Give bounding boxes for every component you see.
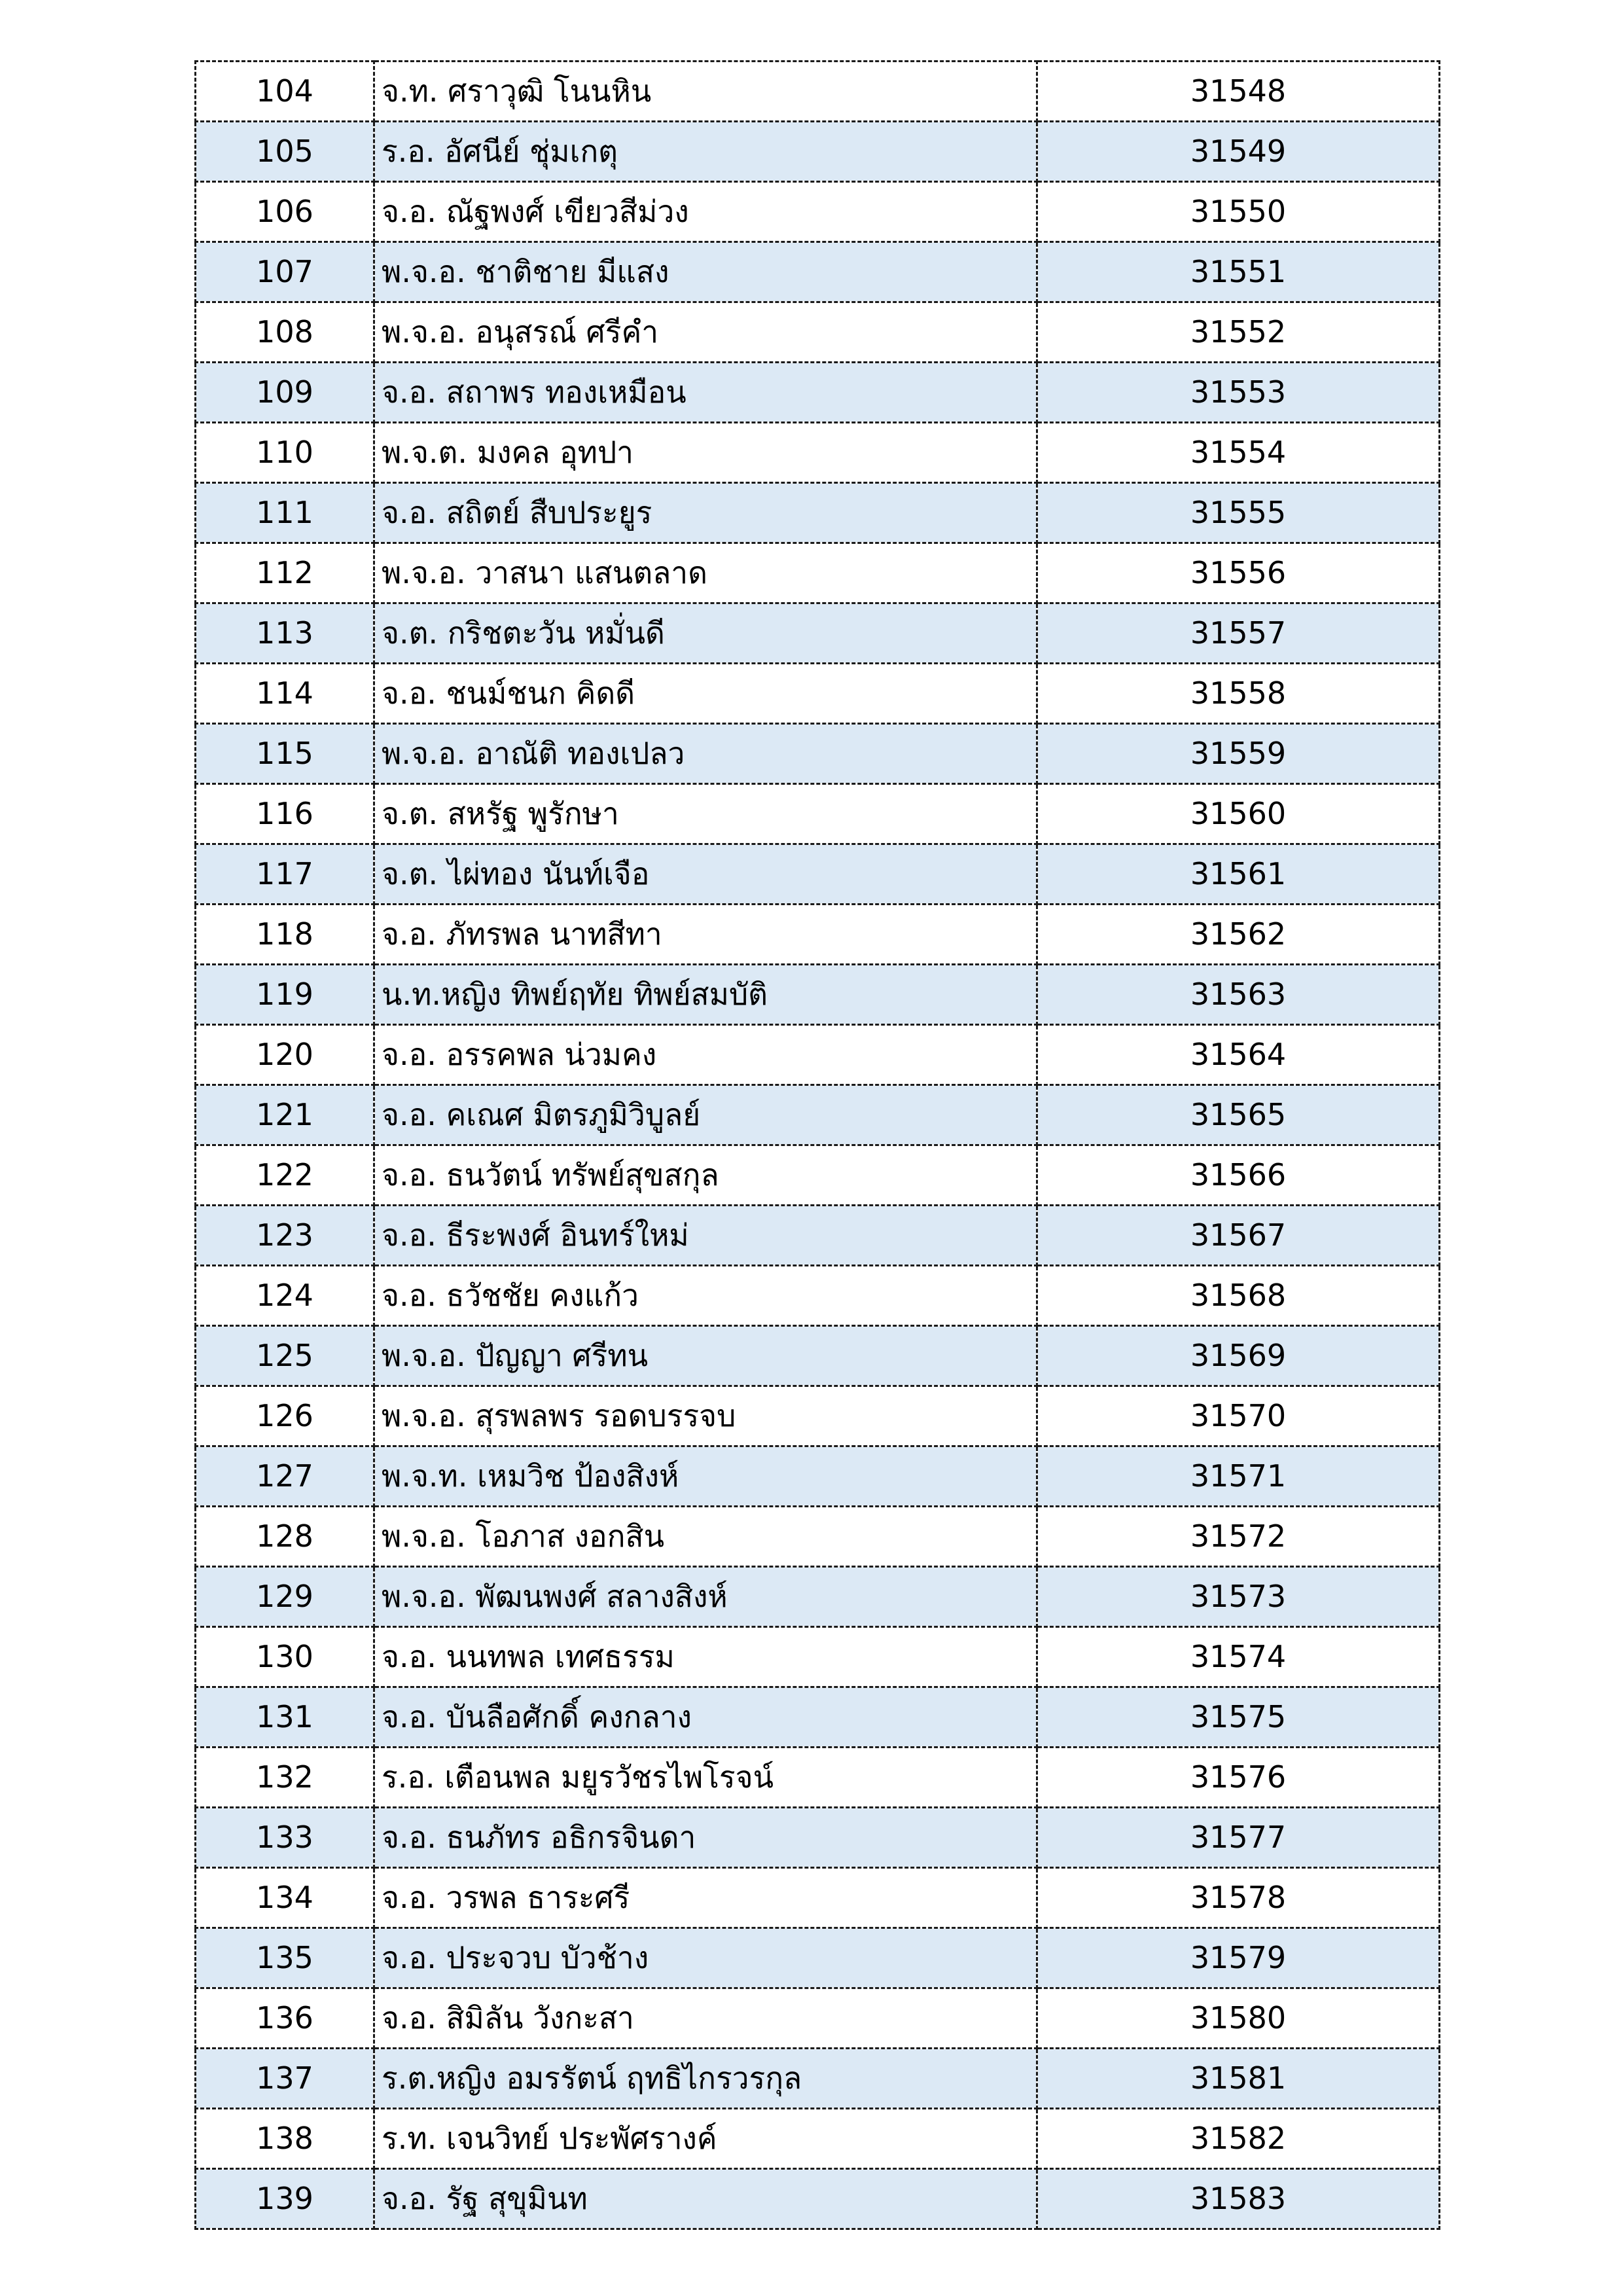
- row-number-cell: 107: [196, 242, 374, 302]
- rank-name-cell: ร.ท. เจนวิทย์ ประพัศรางค์: [374, 2109, 1037, 2169]
- id-number-cell: 31550: [1037, 182, 1440, 242]
- table-row: [196, 122, 1440, 182]
- table-row: [196, 2049, 1440, 2109]
- table-row: [196, 905, 1440, 965]
- row-number-cell: 110: [196, 423, 374, 483]
- rank-name-cell: จ.อ. ณัฐพงศ์ เขียวสีม่วง: [374, 182, 1037, 242]
- row-number-cell: 105: [196, 122, 374, 182]
- row-number-cell: 124: [196, 1266, 374, 1326]
- id-number-cell: 31552: [1037, 302, 1440, 363]
- rank-name-cell: จ.อ. สิมิลัน วังกะสา: [374, 1988, 1037, 2049]
- rank-name-cell: จ.อ. สถาพร ทองเหมือน: [374, 363, 1037, 423]
- table-row: [196, 1507, 1440, 1567]
- row-number-cell: 130: [196, 1627, 374, 1687]
- row-number-cell: 128: [196, 1507, 374, 1567]
- row-number-cell: 139: [196, 2169, 374, 2229]
- id-number-cell: 31581: [1037, 2049, 1440, 2109]
- row-number-cell: 120: [196, 1025, 374, 1085]
- id-number-cell: 31553: [1037, 363, 1440, 423]
- id-number-cell: 31565: [1037, 1085, 1440, 1145]
- id-number-cell: 31548: [1037, 62, 1440, 122]
- id-number-cell: 31567: [1037, 1206, 1440, 1266]
- roster-body: [196, 62, 1440, 2229]
- table-row: [196, 1808, 1440, 1868]
- row-number-cell: 108: [196, 302, 374, 363]
- rank-name-cell: จ.อ. นนทพล เทศธรรม: [374, 1627, 1037, 1687]
- rank-name-cell: จ.อ. ประจวบ บัวช้าง: [374, 1928, 1037, 1988]
- row-number-cell: 122: [196, 1145, 374, 1206]
- rank-name-cell: จ.อ. รัฐ สุขุมินท: [374, 2169, 1037, 2229]
- id-number-cell: 31557: [1037, 603, 1440, 664]
- table-row: [196, 965, 1440, 1025]
- rank-name-cell: พ.จ.อ. สุรพลพร รอดบรรจบ: [374, 1386, 1037, 1446]
- rank-name-cell: ร.อ. อัศนีย์ ชุ่มเกตุ: [374, 122, 1037, 182]
- rank-name-cell: น.ท.หญิง ทิพย์ฤทัย ทิพย์สมบัติ: [374, 965, 1037, 1025]
- row-number-cell: 134: [196, 1868, 374, 1928]
- id-number-cell: 31572: [1037, 1507, 1440, 1567]
- id-number-cell: 31563: [1037, 965, 1440, 1025]
- row-number-cell: 125: [196, 1326, 374, 1386]
- table-row: [196, 1627, 1440, 1687]
- table-row: [196, 1025, 1440, 1085]
- row-number-cell: 138: [196, 2109, 374, 2169]
- table-row: [196, 302, 1440, 363]
- row-number-cell: 109: [196, 363, 374, 423]
- row-number-cell: 116: [196, 784, 374, 844]
- row-number-cell: 132: [196, 1748, 374, 1808]
- table-row: [196, 1687, 1440, 1748]
- rank-name-cell: ร.ต.หญิง อมรรัตน์ ฤทธิไกรวรกุล: [374, 2049, 1037, 2109]
- table-row: [196, 363, 1440, 423]
- rank-name-cell: พ.จ.อ. วาสนา แสนตลาด: [374, 543, 1037, 603]
- table-row: [196, 603, 1440, 664]
- row-number-cell: 123: [196, 1206, 374, 1266]
- rank-name-cell: จ.อ. ธนภัทร อธิกรจินดา: [374, 1808, 1037, 1868]
- rank-name-cell: จ.อ. ธนวัตน์ ทรัพย์สุขสกุล: [374, 1145, 1037, 1206]
- table-row: [196, 1145, 1440, 1206]
- row-number-cell: 112: [196, 543, 374, 603]
- table-row: [196, 1386, 1440, 1446]
- rank-name-cell: จ.ต. กริชตะวัน หมั่นดี: [374, 603, 1037, 664]
- row-number-cell: 129: [196, 1567, 374, 1627]
- row-number-cell: 121: [196, 1085, 374, 1145]
- rank-name-cell: ร.อ. เตือนพล มยูรวัชรไพโรจน์: [374, 1748, 1037, 1808]
- id-number-cell: 31566: [1037, 1145, 1440, 1206]
- id-number-cell: 31562: [1037, 905, 1440, 965]
- id-number-cell: 31571: [1037, 1446, 1440, 1507]
- rank-name-cell: จ.อ. ธีระพงศ์ อินทร์ใหม่: [374, 1206, 1037, 1266]
- row-number-cell: 119: [196, 965, 374, 1025]
- id-number-cell: 31559: [1037, 724, 1440, 784]
- rank-name-cell: จ.ต. สหรัฐ พูรักษา: [374, 784, 1037, 844]
- id-number-cell: 31554: [1037, 423, 1440, 483]
- table-row: [196, 1988, 1440, 2049]
- table-row: [196, 2169, 1440, 2229]
- table-row: [196, 844, 1440, 905]
- rank-name-cell: จ.อ. ธวัชชัย คงแก้ว: [374, 1266, 1037, 1326]
- row-number-cell: 111: [196, 483, 374, 543]
- table-row: [196, 2109, 1440, 2169]
- id-number-cell: 31549: [1037, 122, 1440, 182]
- row-number-cell: 104: [196, 62, 374, 122]
- rank-name-cell: จ.อ. สถิตย์ สืบประยูร: [374, 483, 1037, 543]
- row-number-cell: 126: [196, 1386, 374, 1446]
- table-row: [196, 1928, 1440, 1988]
- rank-name-cell: จ.อ. ภัทรพล นาทสีทา: [374, 905, 1037, 965]
- table-row: [196, 242, 1440, 302]
- table-row: [196, 1446, 1440, 1507]
- id-number-cell: 31582: [1037, 2109, 1440, 2169]
- rank-name-cell: จ.อ. อรรคพล น่วมคง: [374, 1025, 1037, 1085]
- id-number-cell: 31577: [1037, 1808, 1440, 1868]
- id-number-cell: 31583: [1037, 2169, 1440, 2229]
- roster-table: [194, 60, 1440, 2230]
- rank-name-cell: พ.จ.อ. ชาติชาย มีแสง: [374, 242, 1037, 302]
- table-row: [196, 1567, 1440, 1627]
- row-number-cell: 137: [196, 2049, 374, 2109]
- table-row: [196, 1868, 1440, 1928]
- rank-name-cell: พ.จ.อ. ปัญญา ศรีทน: [374, 1326, 1037, 1386]
- table-row: [196, 1085, 1440, 1145]
- table-row: [196, 1206, 1440, 1266]
- id-number-cell: 31556: [1037, 543, 1440, 603]
- row-number-cell: 115: [196, 724, 374, 784]
- row-number-cell: 135: [196, 1928, 374, 1988]
- table-row: [196, 62, 1440, 122]
- row-number-cell: 118: [196, 905, 374, 965]
- row-number-cell: 136: [196, 1988, 374, 2049]
- id-number-cell: 31576: [1037, 1748, 1440, 1808]
- id-number-cell: 31558: [1037, 664, 1440, 724]
- row-number-cell: 117: [196, 844, 374, 905]
- row-number-cell: 106: [196, 182, 374, 242]
- id-number-cell: 31579: [1037, 1928, 1440, 1988]
- rank-name-cell: พ.จ.ต. มงคล อุทปา: [374, 423, 1037, 483]
- rank-name-cell: จ.ท. ศราวุฒิ โนนหิน: [374, 62, 1037, 122]
- table-row: [196, 483, 1440, 543]
- table-row: [196, 423, 1440, 483]
- row-number-cell: 114: [196, 664, 374, 724]
- table-row: [196, 1748, 1440, 1808]
- id-number-cell: 31570: [1037, 1386, 1440, 1446]
- rank-name-cell: จ.อ. วรพล ธาระศรี: [374, 1868, 1037, 1928]
- id-number-cell: 31561: [1037, 844, 1440, 905]
- rank-name-cell: พ.จ.อ. พัฒนพงศ์ สลางสิงห์: [374, 1567, 1037, 1627]
- roster-sheet: [194, 60, 1440, 2230]
- id-number-cell: 31560: [1037, 784, 1440, 844]
- rank-name-cell: จ.อ. คเณศ มิตรภูมิวิบูลย์: [374, 1085, 1037, 1145]
- id-number-cell: 31573: [1037, 1567, 1440, 1627]
- id-number-cell: 31555: [1037, 483, 1440, 543]
- row-number-cell: 113: [196, 603, 374, 664]
- id-number-cell: 31574: [1037, 1627, 1440, 1687]
- rank-name-cell: พ.จ.อ. อนุสรณ์ ศรีคำ: [374, 302, 1037, 363]
- id-number-cell: 31578: [1037, 1868, 1440, 1928]
- id-number-cell: 31564: [1037, 1025, 1440, 1085]
- table-row: [196, 784, 1440, 844]
- rank-name-cell: จ.อ. ชนม์ชนก คิดดี: [374, 664, 1037, 724]
- rank-name-cell: พ.จ.อ. โอภาส งอกสิน: [374, 1507, 1037, 1567]
- table-row: [196, 1326, 1440, 1386]
- id-number-cell: 31575: [1037, 1687, 1440, 1748]
- table-row: [196, 724, 1440, 784]
- id-number-cell: 31569: [1037, 1326, 1440, 1386]
- row-number-cell: 127: [196, 1446, 374, 1507]
- id-number-cell: 31580: [1037, 1988, 1440, 2049]
- rank-name-cell: จ.ต. ไผ่ทอง นันท์เจือ: [374, 844, 1037, 905]
- row-number-cell: 131: [196, 1687, 374, 1748]
- table-row: [196, 664, 1440, 724]
- rank-name-cell: พ.จ.อ. อาณัติ ทองเปลว: [374, 724, 1037, 784]
- id-number-cell: 31568: [1037, 1266, 1440, 1326]
- table-row: [196, 543, 1440, 603]
- table-row: [196, 182, 1440, 242]
- rank-name-cell: จ.อ. บันลือศักดิ์ คงกลาง: [374, 1687, 1037, 1748]
- id-number-cell: 31551: [1037, 242, 1440, 302]
- row-number-cell: 133: [196, 1808, 374, 1868]
- rank-name-cell: พ.จ.ท. เหมวิช ป้องสิงห์: [374, 1446, 1037, 1507]
- table-row: [196, 1266, 1440, 1326]
